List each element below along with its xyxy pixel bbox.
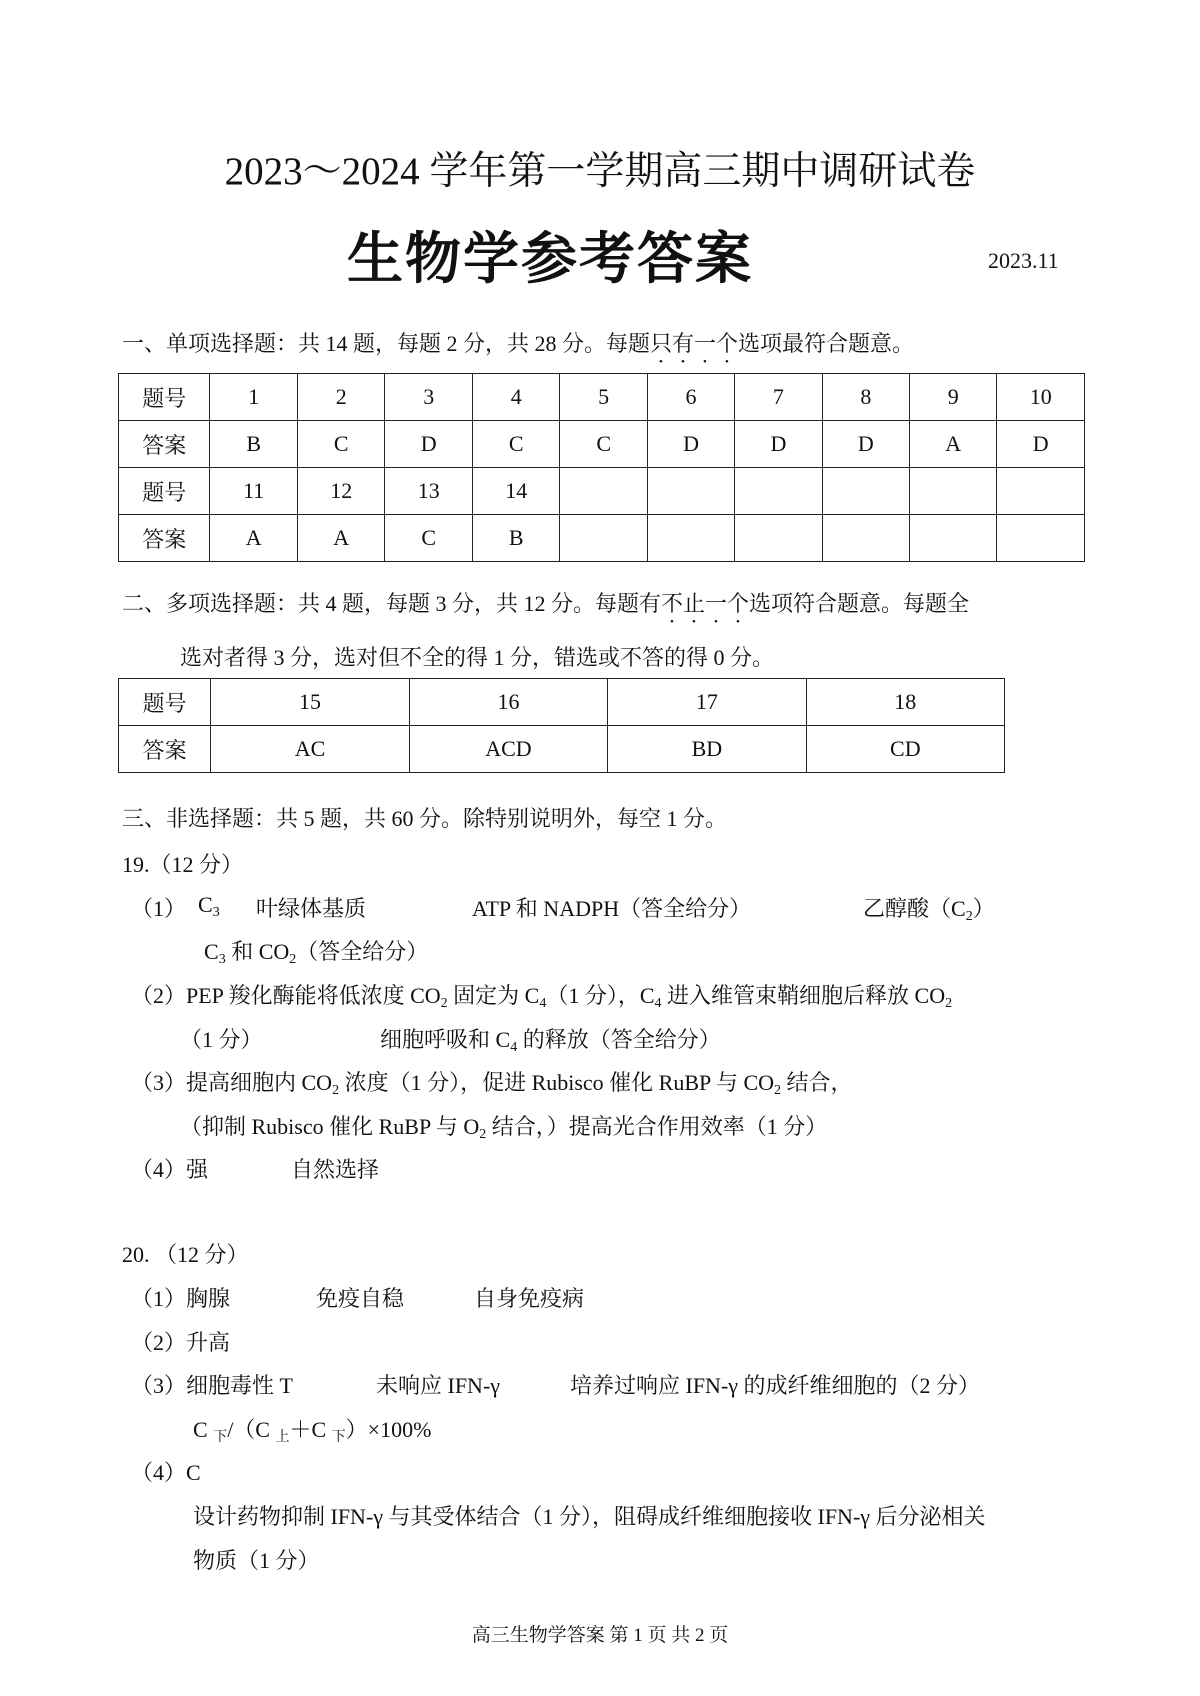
- answer-segment: [131, 1456, 201, 1487]
- subscript: 下: [213, 1430, 228, 1445]
- answer-text: C: [193, 1417, 214, 1442]
- subscript: 2: [289, 952, 297, 967]
- answer-text: 结合，）提高光合作用效率（1 分）: [486, 1114, 828, 1139]
- section1-heading: [122, 327, 914, 368]
- question-number-row: [119, 679, 1005, 726]
- answer-text: 和 CO: [225, 939, 290, 964]
- answer-text: 结合，: [781, 1070, 853, 1095]
- answer-segment: [131, 979, 952, 1010]
- table-cell: C: [472, 421, 560, 468]
- table-cell: [647, 468, 734, 515]
- answer-text: C: [198, 892, 213, 917]
- table-cell: 18: [806, 679, 1004, 726]
- answer-text: 自身免疫病: [474, 1286, 585, 1311]
- answer-text: ）: [972, 896, 995, 921]
- answer-text: 物质（1 分）: [193, 1548, 320, 1573]
- answer-segment: [180, 1023, 263, 1054]
- answer-text: 自然选择: [291, 1157, 380, 1182]
- answer-text: （3）细胞毒性 T: [131, 1373, 293, 1398]
- table-cell: D: [385, 421, 473, 468]
- answer-text: （1）: [131, 896, 187, 921]
- table-cell: [822, 515, 909, 562]
- answer-text: 乙醇酸（C: [863, 896, 966, 921]
- answer-segment: [863, 892, 995, 923]
- table-cell: D: [822, 421, 909, 468]
- section1-heading-emphasis: 只有一个: [650, 331, 739, 356]
- table-cell: 7: [735, 374, 822, 421]
- answer-text: （2）PEP 羧化酶能将低浓度 CO: [131, 983, 441, 1008]
- table-cell: 15: [211, 679, 409, 726]
- answer-segment: [193, 1413, 431, 1444]
- page-footer: 高三生物学答案 第 1 页 共 2 页: [471, 1625, 729, 1646]
- table-cell: B: [210, 421, 298, 468]
- subscript: 4: [539, 996, 547, 1011]
- table-cell: [997, 468, 1085, 515]
- answer-text: 培养过响应 IFN-γ 的成纤维细胞的（2 分）: [570, 1373, 980, 1398]
- answer-text: （4）C: [131, 1460, 201, 1485]
- subscript: 2: [332, 1083, 340, 1098]
- subscript: 下: [331, 1430, 346, 1445]
- answer-segment: [180, 1110, 827, 1141]
- table-cell: 5: [560, 374, 647, 421]
- table-cell: BD: [608, 726, 806, 773]
- row-label: 题号: [119, 679, 211, 726]
- section2-heading-tail: 选项符合题意。每题全: [749, 591, 970, 616]
- row-label: 题号: [119, 374, 210, 421]
- answer-text: /（C: [227, 1417, 276, 1442]
- answer-text: （1）胸腺: [131, 1286, 231, 1311]
- table-cell: 10: [997, 374, 1085, 421]
- answer-segment: [376, 1369, 500, 1400]
- table-cell: A: [210, 515, 298, 562]
- answer-segment: [122, 848, 243, 879]
- subscript: 2: [965, 909, 973, 924]
- subscript: 2: [440, 996, 448, 1011]
- table-cell: D: [647, 421, 734, 468]
- answer-text: 未响应 IFN-γ: [376, 1373, 500, 1398]
- answer-text: 浓度（1 分），促进 Rubisco 催化 RuBP 与 CO: [339, 1070, 775, 1095]
- section3-heading: 三、非选择题：共 5 题，共 60 分。除特别说明外，每空 1 分。: [122, 806, 728, 831]
- answer-text: 进入维管束鞘细胞后释放 CO: [661, 983, 946, 1008]
- answer-row: [119, 515, 1085, 562]
- table-cell: 11: [210, 468, 298, 515]
- answer-segment: [193, 1500, 986, 1531]
- subscript: 2: [945, 996, 953, 1011]
- answer-segment: [570, 1369, 980, 1400]
- section1-heading-text: 一、单项选择题：共 14 题，每题 2 分，共 28 分。每题: [122, 331, 651, 356]
- table-cell: 9: [910, 374, 997, 421]
- answer-row: [119, 421, 1085, 468]
- question-number-row: [119, 468, 1085, 515]
- table-cell: C: [297, 421, 385, 468]
- row-label: 答案: [119, 515, 210, 562]
- answer-segment: [131, 1369, 293, 1400]
- multiple-choice-answer-table: [118, 678, 1005, 773]
- table-cell: D: [735, 421, 822, 468]
- table-cell: [560, 515, 647, 562]
- table-cell: 13: [385, 468, 473, 515]
- answer-segment: [193, 1544, 320, 1575]
- answer-row: [119, 726, 1005, 773]
- row-label: 答案: [119, 421, 210, 468]
- answer-text: 19.（12 分）: [122, 852, 244, 877]
- table-cell: 12: [297, 468, 385, 515]
- table-cell: C: [385, 515, 473, 562]
- subscript: 4: [510, 1040, 518, 1055]
- question-number-row: [119, 374, 1085, 421]
- answer-segment: [198, 892, 220, 918]
- answer-segment: [131, 1326, 230, 1357]
- section2-heading-text: 二、多项选择题：共 4 题，每题 3 分，共 12 分。每题有: [122, 591, 662, 616]
- answer-segment: [131, 1282, 230, 1313]
- subscript: 3: [218, 952, 226, 967]
- table-cell: A: [297, 515, 385, 562]
- answer-text: ＋C: [289, 1417, 332, 1442]
- answer-segment: [256, 892, 366, 923]
- table-cell: D: [997, 421, 1085, 468]
- table-cell: AC: [211, 726, 409, 773]
- answer-segment: [122, 1238, 249, 1269]
- answer-key-title: 生物学参考答案: [347, 229, 753, 291]
- answer-segment: [131, 1066, 853, 1097]
- answer-segment: [131, 1153, 208, 1184]
- section1-heading-tail: 选项最符合题意。: [738, 331, 915, 356]
- table-cell: [647, 515, 734, 562]
- subscript: 上: [275, 1430, 290, 1445]
- table-cell: ACD: [409, 726, 608, 773]
- answer-segment: [131, 892, 186, 923]
- answer-segment: [472, 892, 751, 923]
- answer-segment: [380, 1023, 721, 1054]
- answer-text: （2）升高: [131, 1330, 231, 1355]
- single-choice-answer-table: [118, 373, 1085, 562]
- table-cell: C: [560, 421, 647, 468]
- table-cell: [997, 515, 1085, 562]
- table-cell: 4: [472, 374, 560, 421]
- answer-text: 固定为 C: [447, 983, 540, 1008]
- subscript: 4: [654, 996, 662, 1011]
- table-cell: [560, 468, 647, 515]
- section2-heading-emphasis: 不止一个: [661, 591, 750, 616]
- answer-text: ）×100%: [345, 1417, 432, 1442]
- answer-text: （答全给分）: [296, 939, 429, 964]
- answer-segment: [474, 1282, 584, 1313]
- table-cell: CD: [806, 726, 1004, 773]
- table-cell: 14: [472, 468, 560, 515]
- answer-text: C: [204, 939, 219, 964]
- table-cell: B: [472, 515, 560, 562]
- table-cell: 2: [297, 374, 385, 421]
- table-cell: 6: [647, 374, 734, 421]
- answer-text: （1 分）: [180, 1027, 263, 1052]
- answer-segment: [316, 1282, 404, 1313]
- table-cell: [910, 515, 997, 562]
- row-label: 答案: [119, 726, 211, 773]
- subscript: 3: [212, 905, 220, 920]
- row-label: 题号: [119, 468, 210, 515]
- answer-segment: [291, 1153, 379, 1184]
- answer-text: 设计药物抑制 IFN-γ 与其受体结合（1 分），阻碍成纤维细胞接收 IFN-γ 后分泌相关: [193, 1504, 986, 1529]
- table-cell: [735, 515, 822, 562]
- table-cell: [822, 468, 909, 515]
- table-cell: 1: [210, 374, 298, 421]
- table-cell: 17: [608, 679, 806, 726]
- exam-title: 2023～2024 学年第一学期高三期中调研试卷: [224, 150, 976, 193]
- section2-heading: [122, 587, 969, 628]
- answer-text: 细胞呼吸和 C: [380, 1027, 511, 1052]
- answer-segment: [204, 935, 428, 966]
- answer-text: 20. （12 分）: [122, 1242, 249, 1267]
- answer-text: （抑制 Rubisco 催化 RuBP 与 O: [180, 1114, 480, 1139]
- answer-text: （4）强: [131, 1157, 209, 1182]
- table-cell: A: [910, 421, 997, 468]
- answer-text: 免疫自稳: [316, 1286, 405, 1311]
- table-cell: [910, 468, 997, 515]
- exam-date: 2023.11: [988, 248, 1059, 273]
- table-cell: 3: [385, 374, 473, 421]
- subscript: 2: [479, 1127, 487, 1142]
- answer-text: ATP 和 NADPH（答全给分）: [472, 896, 752, 921]
- answer-text: 叶绿体基质: [256, 896, 367, 921]
- table-cell: 16: [409, 679, 608, 726]
- answer-text: （1 分），C: [546, 983, 655, 1008]
- table-cell: 8: [822, 374, 909, 421]
- answer-text: （3）提高细胞内 CO: [131, 1070, 333, 1095]
- section2-heading-line2: 选对者得 3 分，选对但不全的得 1 分，错选或不答的得 0 分。: [180, 645, 775, 670]
- table-cell: [735, 468, 822, 515]
- subscript: 2: [774, 1083, 782, 1098]
- answer-text: 的释放（答全给分）: [517, 1027, 721, 1052]
